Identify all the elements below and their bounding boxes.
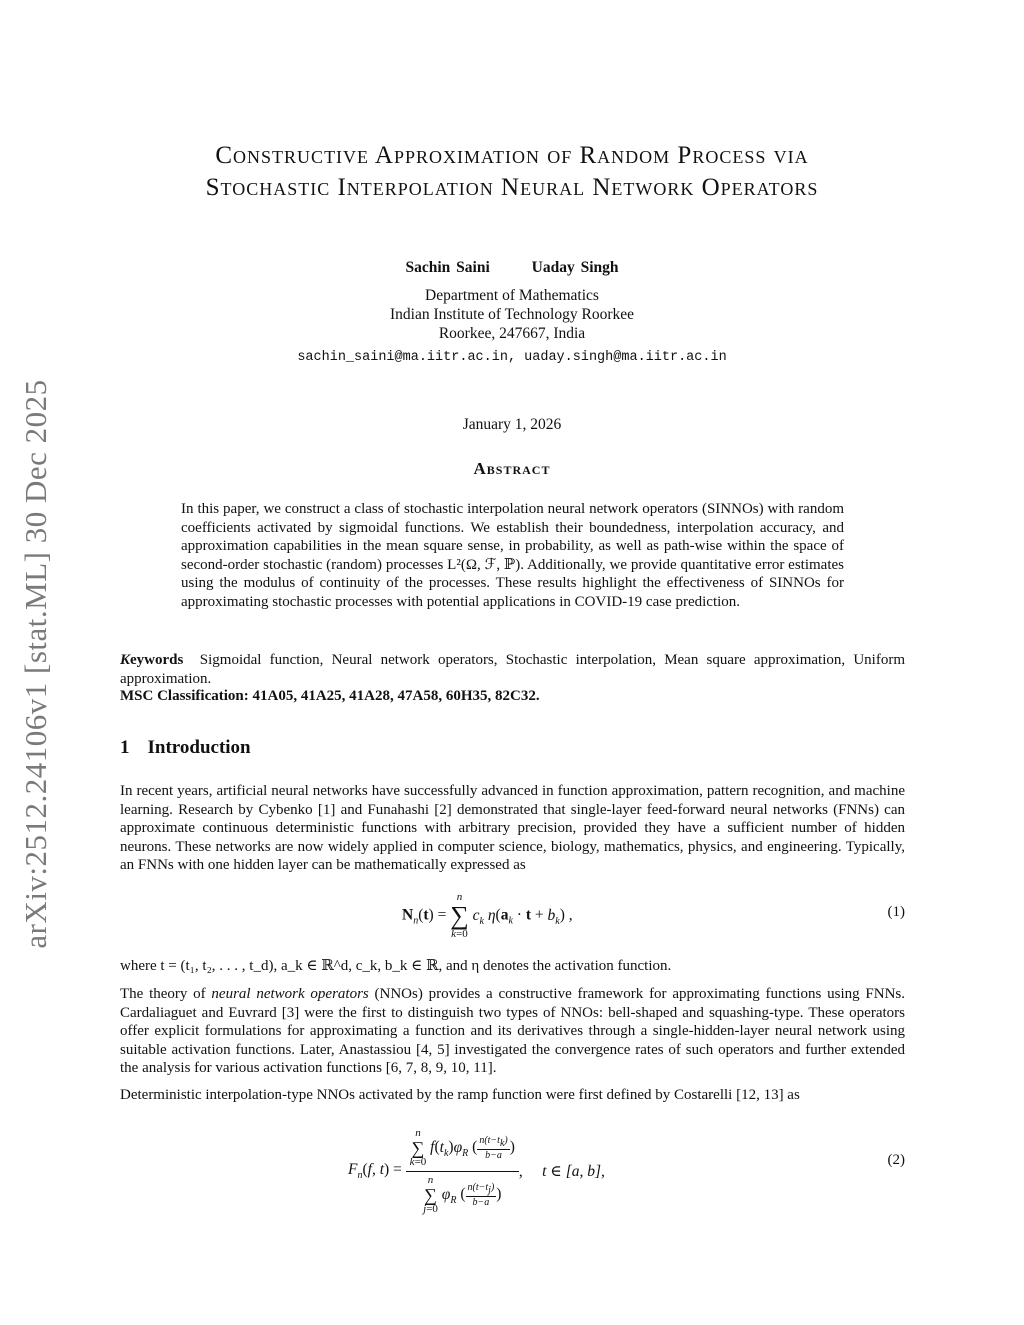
keywords-label: Keywords — [120, 652, 184, 668]
affiliation-address: Roorkee, 247667, India — [438, 325, 586, 342]
arxiv-identifier: arXiv:2512.24106v1 [stat.ML] 30 Dec 2025 — [18, 379, 53, 949]
msc-classification: MSC Classification: 41A05, 41A25, 41A28, 47A58, 60H35, 82C32. — [120, 688, 540, 704]
arxiv-sidebar — [8, 352, 64, 977]
title-line-2: Stochastic Interpolation Neural Network Operators — [205, 174, 819, 201]
section-heading-introduction — [120, 737, 251, 759]
author-2: Uaday Singh — [531, 259, 619, 276]
authors — [300, 259, 724, 277]
section-number: 1 — [120, 737, 130, 758]
intro-where-line: where t = (t₁, t₂, . . . , t_d), a_k ∈ ℝ^d, c_k, b_k ∈ ℝ, and η denotes the activation function. — [120, 958, 672, 974]
equation-1-number: (1) — [887, 904, 905, 920]
keywords — [120, 651, 905, 688]
equation-1: $N_n(t)$ = n ∑ k=0 $c_k$ $\eta(a_k \cdot t + b_k)$ , (1) — [402, 891, 905, 940]
affiliation — [300, 286, 724, 343]
keywords-text: Sigmoidal function, Neural network operators, Stochastic interpolation, Mean square approximation, Uniform approximation. — [120, 652, 905, 687]
paper-title — [80, 140, 944, 204]
equation-2: $F_n(f$, t) = n ∑ k=0 $f(t_k)\varphi_R$ ( $\frac{n(t-t_k)}{b-a}$ ) n ∑ j=0 $\varphi_R$ ( $\frac{n(t-t_j)}{b-a}$ ) , t ∈ [a, b], (2) — [348, 1127, 905, 1215]
abstract-text: In this paper, we construct a class of stochastic interpolation neural network operators (SINNOs) with random coefficients activated by sigmoidal functions. We establish their boundedness, interpolation accuracy, and approximation capabilities in the mean square sense, in probability, as well as path-wise within the space of second-order stochastic (random) processes L²(Ω, ℱ, ℙ). Additionally, we provide quantitative error estimates using the modulus of continuity of the processes. These results highlight the effectiveness of SINNOs for approximating stochastic processes with potential applications in COVID-19 case prediction. — [181, 501, 844, 610]
author-1: Sachin Saini — [405, 259, 490, 276]
paper-date: January 1, 2026 — [462, 416, 562, 433]
equation-2-domain: t ∈ [a, b], — [542, 1163, 605, 1180]
title-line-1: Constructive Approximation of Random Process via — [215, 142, 809, 169]
intro-paragraph-3: Deterministic interpolation-type NNOs activated by the ramp function were first defined by Costarelli [12, 13] as — [120, 1087, 800, 1103]
author-emails: sachin_saini@ma.iitr.ac.in, uaday.singh@ma.iitr.ac.in — [297, 350, 727, 365]
intro-paragraph-1: In recent years, artificial neural networks have successfully advanced in function approximation, pattern recognition, and machine learning. Research by Cybenko [1] and Funahashi [2] demonstrated that single-layer feed-forward neural networks (FNNs) can approximate continuous deterministic functions with arbitrary precision, provided they have a sufficient number of hidden neurons. These networks are now widely applied in computer science, biology, mathematics, physics, and engineering. Typically, an FNNs with one hidden layer can be mathematically expressed as — [120, 783, 905, 874]
affiliation-department: Department of Mathematics — [425, 287, 599, 304]
abstract-heading: Abstract — [473, 459, 551, 478]
intro-paragraph-2: The theory of neural network operators (NNOs) provides a constructive framework for approximating functions using FNNs. Cardaliaguet and Euvrard [3] were the first to distinguish two types of NNOs: bell-shaped and squashing-type. These operators offer explicit formulations for approximating a function and its derivatives through a single-hidden-layer neural network using suitable activation functions. Later, Anastassiou [4, 5] investigated the convergence rates of such operators and further extended the analysis for various activation functions [6, 7, 8, 9, 10, 11]. — [120, 986, 905, 1077]
affiliation-institute: Indian Institute of Technology Roorkee — [390, 306, 634, 323]
equation-2-number: (2) — [887, 1152, 905, 1168]
nno-term: neural network operators — [211, 986, 369, 1002]
section-title: Introduction — [147, 737, 251, 758]
